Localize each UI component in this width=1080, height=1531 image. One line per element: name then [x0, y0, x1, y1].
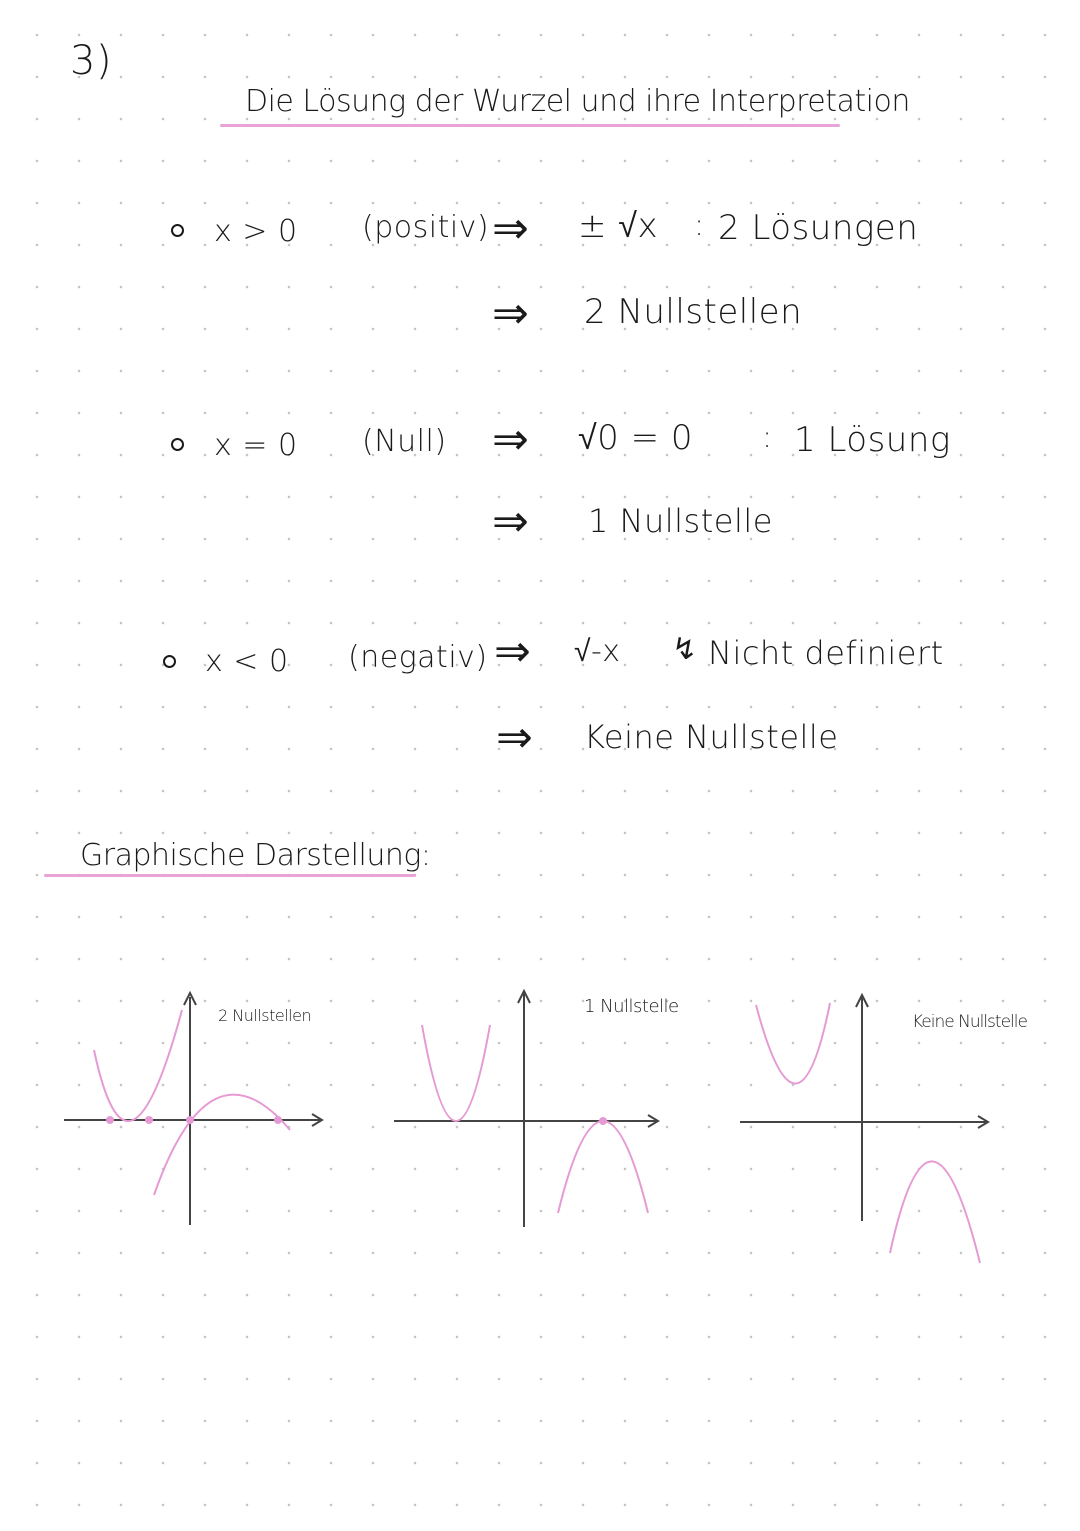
case-result-text: 1 Lösung — [794, 420, 951, 460]
implies-arrow-icon: ⇒ — [494, 626, 531, 677]
root-marker — [186, 1116, 194, 1124]
parabola-curve — [422, 1025, 490, 1121]
title-underline — [220, 124, 840, 127]
bullet-icon — [171, 224, 184, 237]
parabola-curve — [558, 1121, 648, 1213]
graph-label: Keine Nullstelle — [912, 1012, 1027, 1032]
graph-one-root — [390, 985, 690, 1245]
case-note: (Null) — [362, 424, 447, 459]
case-consequence: 2 Nullstellen — [584, 292, 803, 332]
case-consequence: Keine Nullstelle — [584, 718, 839, 756]
bullet-icon — [171, 438, 184, 451]
graph-label: 1 Nullstelle — [584, 996, 679, 1017]
parabola-curve — [94, 1010, 182, 1121]
graphic-heading: Graphische Darstellung: — [80, 838, 431, 873]
case-condition: x = 0 — [214, 428, 298, 463]
page-title: Die Lösung der Wurzel und ihre Interpretation — [245, 84, 910, 119]
case-result-sep: : — [694, 208, 705, 243]
graph-label: 2 Nullstellen — [218, 1006, 312, 1025]
case-condition: x < 0 — [205, 644, 289, 679]
case-result-expr: ± √x — [578, 206, 659, 246]
parabola-curve — [756, 1003, 830, 1084]
case-result-text: 2 Lösungen — [718, 208, 919, 248]
case-result-expr: √-x — [574, 634, 621, 669]
section-number: 3) — [70, 38, 113, 84]
implies-arrow-icon: ⇒ — [492, 203, 529, 254]
case-result-sep: ↯ — [672, 632, 698, 667]
root-marker — [145, 1116, 153, 1124]
parabola-curve — [890, 1161, 980, 1263]
implies-arrow-icon: ⇒ — [492, 414, 529, 465]
root-marker — [106, 1116, 114, 1124]
implies-arrow-icon: ⇒ — [492, 496, 529, 547]
case-result-text: Nicht definiert — [708, 634, 944, 672]
graphic-heading-underline — [44, 874, 416, 877]
bullet-icon — [163, 655, 176, 668]
case-result-expr: √0 = 0 — [578, 418, 694, 458]
case-condition: x > 0 — [214, 214, 298, 249]
implies-arrow-icon: ⇒ — [492, 288, 529, 339]
root-marker — [274, 1116, 282, 1124]
parabola-curve — [154, 1095, 290, 1195]
case-note: (positiv) — [362, 210, 490, 245]
implies-arrow-icon: ⇒ — [496, 712, 533, 763]
root-marker — [599, 1117, 607, 1125]
case-consequence: 1 Nullstelle — [588, 502, 773, 540]
case-note: (negativ) — [348, 640, 488, 675]
case-result-sep: : — [762, 420, 773, 455]
